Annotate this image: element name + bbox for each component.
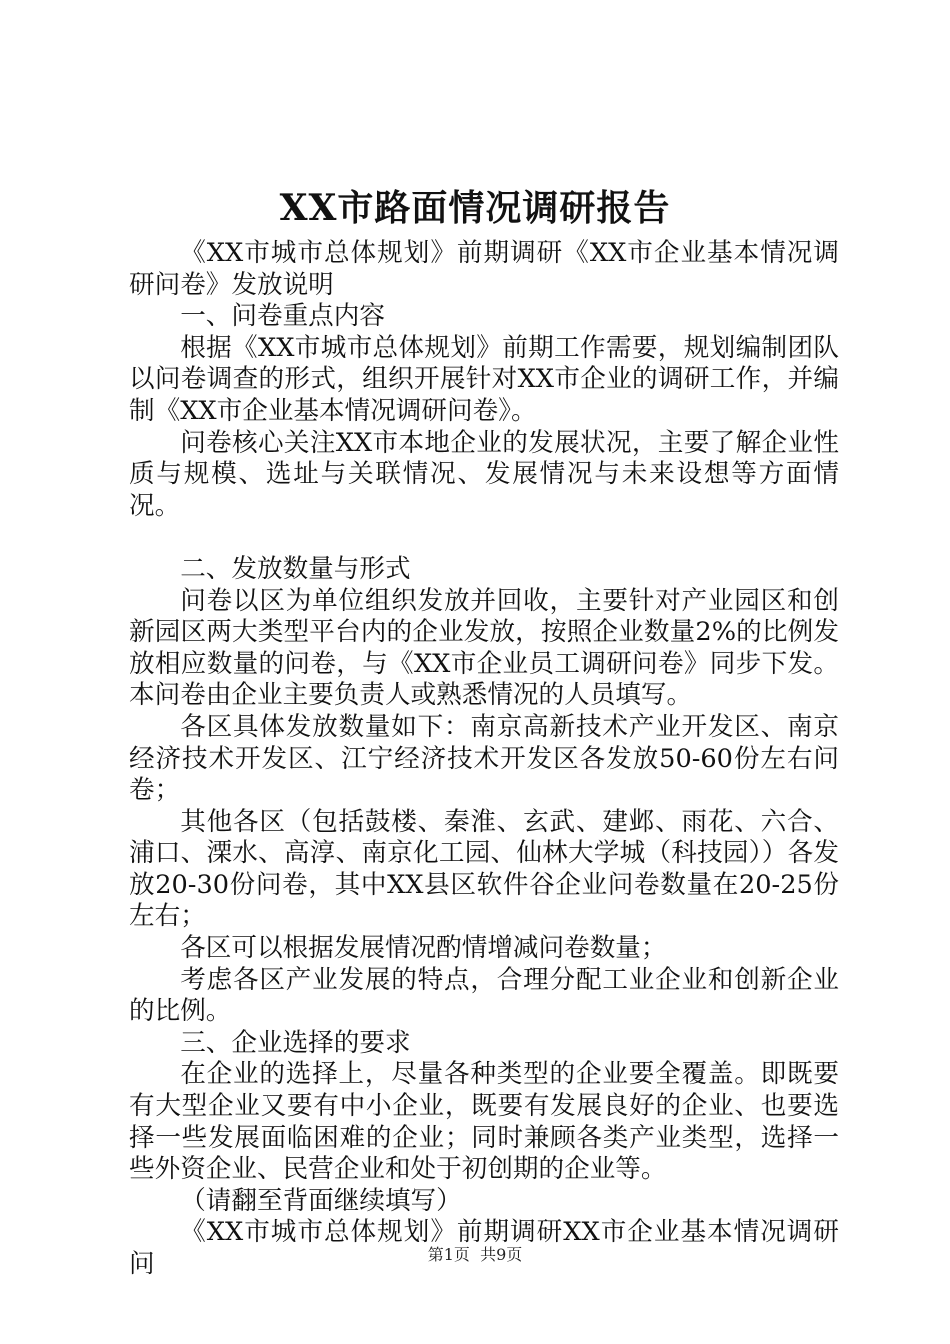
paragraph: 各区具体发放数量如下：南京高新技术产业开发区、南京经济技术开发区、江宁经济技术开发区各发放50-60份左右问卷； [129,711,839,806]
section-heading-2: 二、发放数量与形式 [180,553,411,584]
paragraph: 《XX市城市总体规划》前期调研XX市企业基本情况调研问 [129,1217,839,1279]
document-body [129,238,839,1281]
page-total: 共9页 [480,1245,523,1264]
paragraph: 其他各区（包括鼓楼、秦淮、玄武、建邺、雨花、六合、浦口、溧水、高淳、南京化工园、仙林大学城（科技园））各发放20-30份问卷，其中XX县区软件谷企业问卷数量在20-25份左右； [129,806,839,932]
page-footer [0,1245,950,1265]
blank-line [129,522,839,554]
document-title: XX市路面情况调研报告 [279,187,671,229]
page-number: 第1页 [427,1245,470,1264]
paragraph: 问卷核心关注XX市本地企业的发展状况，主要了解企业性质与规模、选址与关联情况、发展情况与未来设想等方面情况。 [129,427,839,521]
section-heading-1: 一、问卷重点内容 [180,301,385,332]
paragraph: 根据《XX市城市总体规划》前期工作需要，规划编制团队以问卷调查的形式，组织开展针对XX市企业的调研工作，并编制《XX市企业基本情况调研问卷》。 [129,332,839,426]
paragraph: 在企业的选择上，尽量各种类型的企业要全覆盖。即既要有大型企业又要有中小企业，既要有发展良好的企业、也要选择一些发展面临困难的企业；同时兼顾各类产业类型，选择一些外资企业、民营企业和处于初创期的企业等。 [129,1059,839,1185]
paragraph: 考虑各区产业发展的特点，合理分配工业企业和创新企业的比例。 [129,964,839,1027]
footer-separator [470,1245,480,1264]
paragraph: 问卷以区为单位组织发放并回收，主要针对产业园区和创新园区两大类型平台内的企业发放，按照企业数量2%的比例发放相应数量的问卷，与《XX市企业员工调研问卷》同步下发。本问卷由企业主要负责人或熟悉情况的人员填写。 [129,585,839,711]
section-heading-3: 三、企业选择的要求 [180,1027,411,1058]
paragraph-intro: 《XX市城市总体规划》前期调研《XX市企业基本情况调研问卷》发放说明 [129,238,839,300]
note-paragraph: （请翻至背面继续填写） [180,1185,462,1216]
paragraph: 各区可以根据发展情况酌情增减问卷数量； [180,933,667,964]
